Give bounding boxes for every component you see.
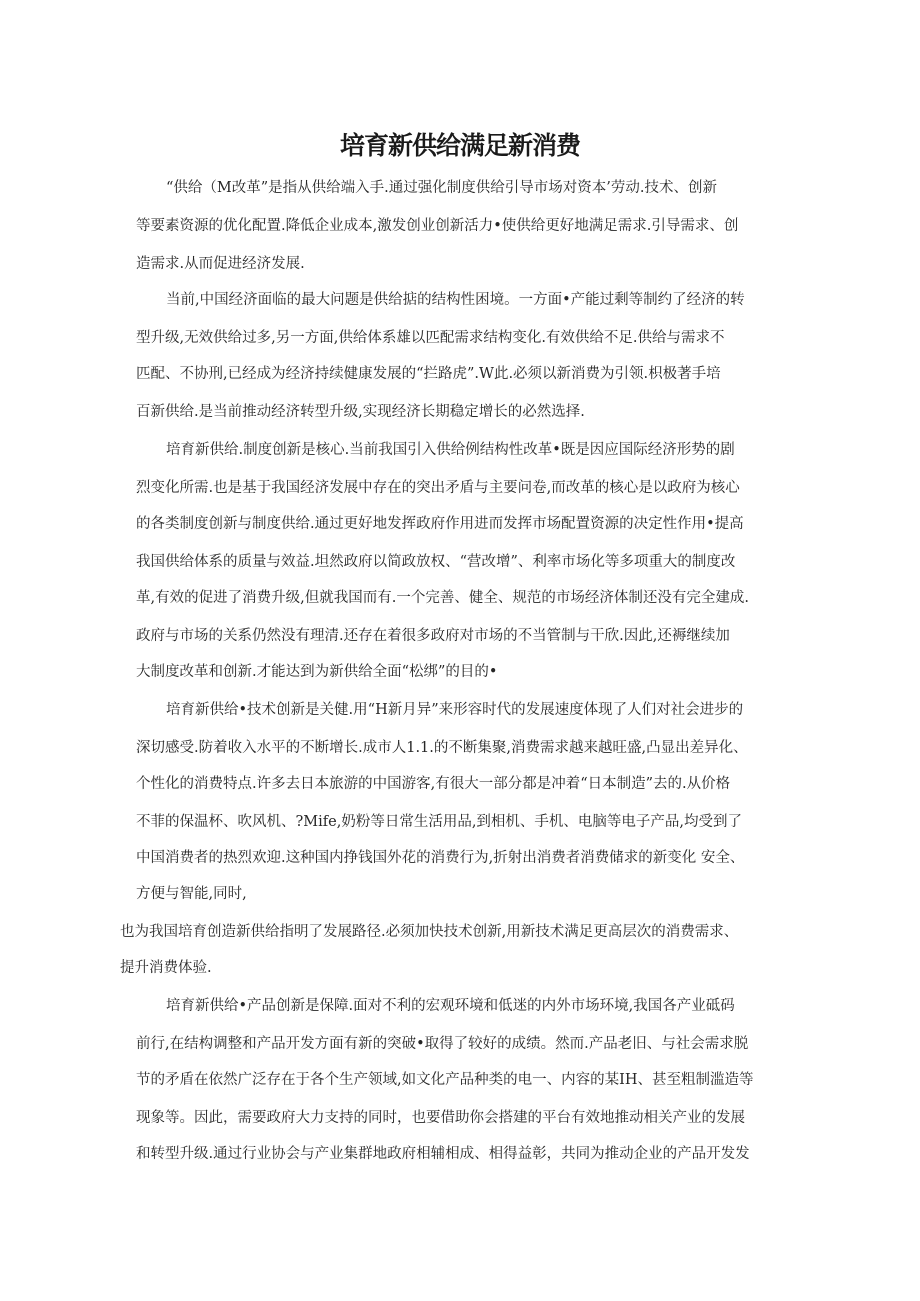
paragraph-line: 烈变化所需.也是基于我国经济发展中存在的突出矛盾与主要问卷,而改革的核心是以政府为核心 (136, 480, 740, 496)
paragraph-line: 大制度改革和创新.才能达到为新供给全面“松绑”的目的• (136, 664, 498, 680)
paragraph-line: 等要素资源的优化配置.降低企业成本,激发创业创新活力•使供给更好地满足需求.引导需求、创 (136, 218, 739, 234)
paragraph-line: 当前,中国经济面临的最大问题是供给掂的结构性困境。一方面•产能过剩等制约了经济的转 (166, 292, 745, 308)
paragraph-line: 方便与智能,同时, (136, 886, 247, 902)
paragraph-line: 提升消费体验. (120, 960, 212, 976)
paragraph-line: 革,有效的促进了消费升级,但就我国而有.一个完善、健全、规范的市场经济体制还没有完全建成. (136, 590, 749, 606)
paragraph-line: 前行,在结构调整和产品开发方面有新的突破•取得了较好的成绩。然而.产品老旧、与社会需求脱 (136, 1036, 749, 1052)
paragraph-line: 也为我国培育创造新供给指明了发展路径.必须加快技术创新,用新技术满足更高层次的消费需求、 (120, 924, 739, 940)
paragraph-line: 匹配、不协刑,已经成为经济持续健康发展的“拦路虎”.W此.必须以新消费为引领.枳极著手培 (136, 366, 721, 382)
paragraph-line: 中国消费者的热烈欢迎.这种国内挣钱国外花的消费行为,折射出消费者消费储求的新变化 安全、 (136, 850, 745, 866)
paragraph-line: 节的矛盾在依然广泛存在于各个生产领域,如文化产品种类的电一、内容的某IH、甚至粗制滥造等 (136, 1072, 754, 1088)
paragraph-line: 百新供给.是当前推动经济转型升级,实现经济长期稳定增长的必然选择. (136, 404, 585, 420)
paragraph-line: 和转型升级.通过行业协会与产业集群地政府相辅相成、相得益彰，共同为推动企业的产品开发发 (136, 1146, 750, 1162)
paragraph-line: 不菲的保温杯、吹风机、?Mife,奶粉等日常生活用品,到相机、手机、电脑等电子产品,均受到了 (136, 814, 743, 830)
document-title: 培育新供给满足新消费 (339, 131, 580, 160)
paragraph-line: 培育新供给.制度创新是核心.当前我国引入供给例结构性改革•既是因应国际经济形势的剧 (166, 442, 735, 458)
paragraph-line: “供给（M改革”是指从供给端入手.通过强化制度供给引导市场对资本’劳动.技术、创新 (166, 180, 717, 196)
paragraph-line: 培育新供给•技术创新是关健.用“H新月异”来形容时代的发展速度体现了人们对社会进步的 (166, 702, 744, 718)
paragraph-line: 培育新供给•产品创新是保障.面对不利的宏观环境和低迷的内外市场环境,我国各产业砥码 (166, 998, 735, 1014)
paragraph-line: 我国供给体系的质量与效益.坦然政府以简政放权、“营改增”、利率市场化等多项重大的制度改 (136, 554, 736, 570)
paragraph-line: 型升级,无效供给过多,另一方面,供给体系雄以匹配需求结构变化.有效供给不足.供给与需求不 (136, 330, 725, 346)
paragraph-line: 的各类制度创新与制度供给.通过更好地发挥政府作用进而发挥市场配置资源的决定性作用•提高 (136, 516, 744, 532)
paragraph-line: 政府与市场的关系仍然没有理清.还存在着很多政府对市场的不当管制与干欣.因此,还褥继续加 (136, 628, 730, 644)
paragraph-line: 造需求.从而促进经济发展. (136, 256, 305, 272)
paragraph-line: 个性化的消费特点.许多去日本旅游的中国游客,有很大一部分都是冲着“日本制造”去的.从价格 (136, 776, 731, 792)
paragraph-line: 现象等。因此，需要政府大力支持的同时，也要借助你会搭建的平台有效地推动相关产业的发展 (136, 1110, 745, 1126)
paragraph-line: 深切感受.防着收入水平的不断增长.成市人1.1.的不断集聚,消费需求越来越旺盛,凸显出差异化、 (136, 740, 748, 756)
